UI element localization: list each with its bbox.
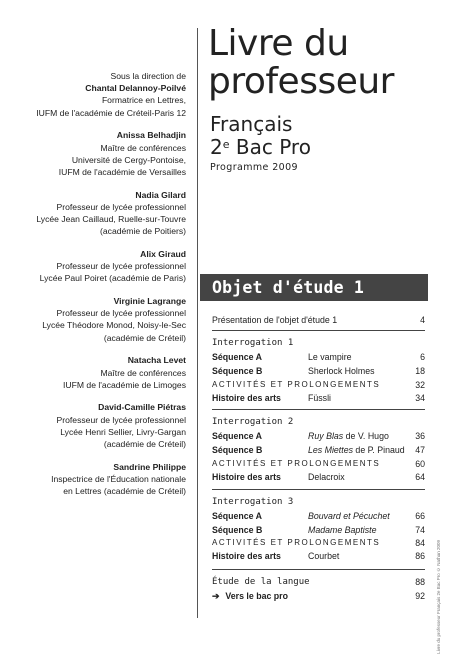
toc-label: Étude de la langue <box>212 577 310 587</box>
toc-separator <box>212 330 425 331</box>
toc-title: Courbet <box>308 551 340 561</box>
toc-row[interactable] <box>212 511 425 523</box>
author-line: Université de Cergy-Pontoise, <box>71 154 186 165</box>
copyright-note: Livre du professeur Français 2e Bac Pro © Nathan 2009 <box>436 540 441 654</box>
toc-label: Histoire des arts <box>212 472 281 482</box>
toc-page: 6 <box>420 352 425 362</box>
object-banner-title: Objet d'étude 1 <box>212 278 365 297</box>
author-line: Formatrice en Lettres, <box>101 95 186 106</box>
toc-row[interactable] <box>212 577 425 589</box>
toc-page: 60 <box>415 459 425 469</box>
author-line: IUFM de l'académie de Créteil-Paris 12 <box>36 107 186 118</box>
author-name: David-Camille Piétras <box>98 402 186 413</box>
toc-separator <box>212 569 425 570</box>
author-name: Chantal Delannoy-Poilvé <box>85 83 186 94</box>
arrow-right-icon: ➔ <box>212 591 220 601</box>
author-entry <box>0 129 186 178</box>
toc-title: Ruy Blas de V. Hugo <box>308 431 389 441</box>
toc-label: Séquence A <box>212 431 263 441</box>
toc-page: 64 <box>415 472 425 482</box>
toc-row[interactable] <box>212 380 425 392</box>
toc-title: Les Miettes de P. Pinaud <box>308 445 405 455</box>
toc-title: Madame Baptiste <box>308 525 377 535</box>
toc-title: Bouvard et Pécuchet <box>308 511 390 521</box>
author-line: Lycée Jean Caillaud, Ruelle-sur-Touvre <box>36 214 186 225</box>
level-rest: Bac Pro <box>229 135 311 159</box>
toc-page: 4 <box>420 315 425 325</box>
author-entry <box>0 354 186 391</box>
toc-label: Séquence B <box>212 525 263 535</box>
author-line: Lycée Paul Poiret (académie de Paris) <box>39 273 186 284</box>
author-entry <box>0 401 186 450</box>
toc-row[interactable] <box>212 525 425 537</box>
author-line: Professeur de lycée professionnel <box>56 414 186 425</box>
author-line: IUFM de l'académie de Limoges <box>63 379 186 390</box>
toc-title: Füssli <box>308 393 331 403</box>
author-line: Professeur de lycée professionnel <box>56 201 186 212</box>
toc-row[interactable] <box>212 393 425 405</box>
toc-group-heading: Interrogation 3 <box>212 497 294 507</box>
toc-row[interactable] <box>212 538 425 550</box>
book-title-line: Livre du <box>208 23 349 64</box>
toc-separator <box>212 489 425 490</box>
toc-label: ACTIVITÉS ET PROLONGEMENTS <box>212 538 381 547</box>
author-line: Lycée Théodore Monod, Noisy-le-Sec <box>42 320 186 331</box>
author-line: (académie de Créteil) <box>103 439 186 450</box>
column-divider <box>197 28 198 618</box>
author-entry <box>0 70 186 119</box>
toc-label: Présentation de l'objet d'étude 1 <box>212 315 338 325</box>
toc-row[interactable] <box>212 591 425 603</box>
toc-label: Séquence A <box>212 352 263 362</box>
author-line: en Lettres (académie de Créteil) <box>63 486 186 497</box>
author-entry <box>0 461 186 498</box>
author-name: Sandrine Philippe <box>113 461 186 472</box>
level-title <box>210 136 311 158</box>
toc-separator <box>212 409 425 410</box>
author-name: Alix Giraud <box>140 248 186 259</box>
author-entry <box>0 248 186 285</box>
toc-row[interactable] <box>212 472 425 484</box>
toc-page: 88 <box>415 577 425 587</box>
toc-title: Le vampire <box>308 352 352 362</box>
toc-row[interactable] <box>212 352 425 364</box>
author-entry <box>0 189 186 238</box>
toc-group-heading: Interrogation 2 <box>212 417 294 427</box>
toc-row[interactable] <box>212 315 425 327</box>
toc-page: 34 <box>415 393 425 403</box>
toc-label: Histoire des arts <box>212 393 281 403</box>
book-title-line: professeur <box>208 61 394 102</box>
author-line: (académie de Poitiers) <box>100 226 186 237</box>
author-line: IUFM de l'académie de Versailles <box>58 166 186 177</box>
author-name: Virginie Lagrange <box>113 296 186 307</box>
author-name: Natacha Levet <box>127 355 186 366</box>
toc-label: Séquence A <box>212 511 263 521</box>
toc-page: 47 <box>415 445 425 455</box>
toc-row[interactable] <box>212 459 425 471</box>
level-number: 2 <box>210 135 223 159</box>
toc-label: Séquence B <box>212 366 263 376</box>
author-line: Inspectrice de l'Éducation nationale <box>51 473 186 484</box>
authors-list <box>0 70 186 508</box>
author-entry <box>0 295 186 344</box>
toc-page: 86 <box>415 551 425 561</box>
toc-page: 84 <box>415 538 425 548</box>
author-name: Anissa Belhadjin <box>116 130 186 141</box>
author-line: Professeur de lycée professionnel <box>56 261 186 272</box>
toc-row[interactable] <box>212 551 425 563</box>
programme-label: Programme 2009 <box>210 162 298 173</box>
level-superscript: e <box>222 138 230 151</box>
toc-row[interactable] <box>212 431 425 443</box>
toc-group-heading: Interrogation 1 <box>212 338 294 348</box>
author-line: Maître de conférences <box>100 367 186 378</box>
toc-label: ACTIVITÉS ET PROLONGEMENTS <box>212 459 381 468</box>
toc-label: Séquence B <box>212 445 263 455</box>
author-line: Lycée Henri Sellier, Livry-Gargan <box>60 426 186 437</box>
direction-label: Sous la direction de <box>110 71 186 81</box>
toc-row[interactable] <box>212 445 425 457</box>
toc-page: 18 <box>415 366 425 376</box>
author-line: (académie de Créteil) <box>103 332 186 343</box>
toc-title: Delacroix <box>308 472 345 482</box>
book-title <box>208 25 394 101</box>
toc-label: ACTIVITÉS ET PROLONGEMENTS <box>212 380 381 389</box>
author-line: Maître de conférences <box>100 142 186 153</box>
author-name: Nadia Gilard <box>135 189 186 200</box>
toc-page: 66 <box>415 511 425 521</box>
toc-label: Histoire des arts <box>212 551 281 561</box>
toc-page: 36 <box>415 431 425 441</box>
subject-title: Français <box>210 112 293 136</box>
author-line: Professeur de lycée professionnel <box>56 308 186 319</box>
toc-page: 32 <box>415 380 425 390</box>
toc-title: Sherlock Holmes <box>308 366 375 376</box>
toc-page: 92 <box>415 591 425 601</box>
toc-label: ➔ Vers le bac pro <box>212 591 288 601</box>
toc-page: 74 <box>415 525 425 535</box>
toc-row[interactable] <box>212 366 425 378</box>
